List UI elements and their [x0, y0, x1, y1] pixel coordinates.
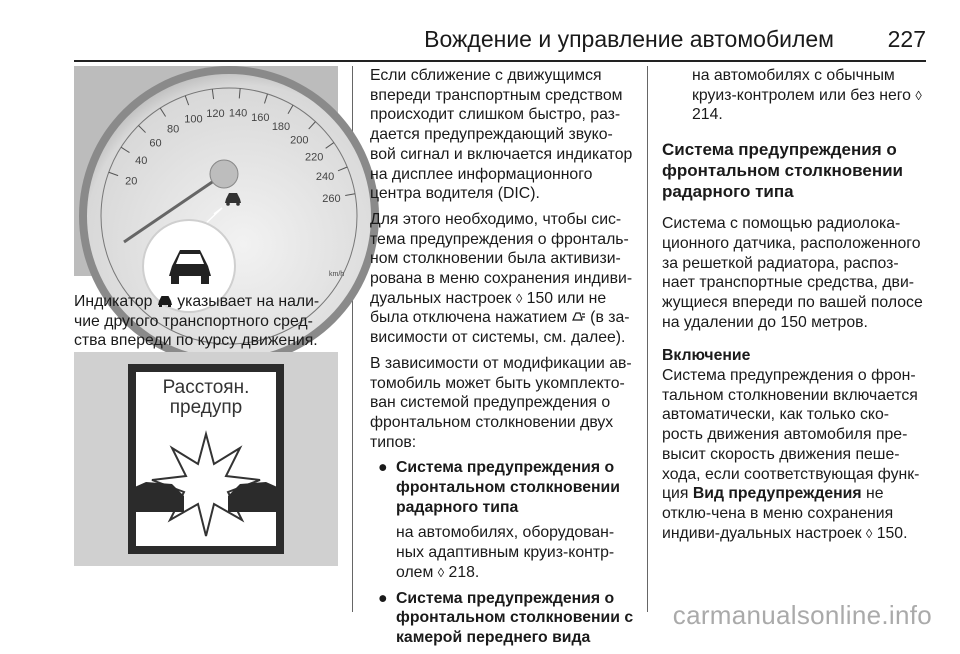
speedo-label: 240	[315, 171, 335, 184]
middle-column	[370, 66, 638, 654]
paragraph: Система предупреждения о фрон-тальном столкновении включается автоматически, как только ско-рость движения автомобиля пре-высит скорость движения пеше-хода, если соответствующая функ-ция Вид предупреждения не отклю-чена в меню сохранения индиви-дуальных настроек ◊ 150.	[662, 367, 920, 542]
speedo-label: 180	[271, 120, 291, 133]
subsection-heading: Включение	[662, 347, 751, 365]
speedometer-illustration	[74, 66, 345, 278]
list-item: ● Система предупреждения о фронтальном столкновении с камерой переднего вида	[378, 589, 634, 646]
car-indicator-icon	[157, 294, 173, 307]
page-ref-icon: ◊	[915, 87, 922, 103]
page-ref-icon: ◊	[515, 290, 523, 306]
speedo-label: 60	[149, 137, 162, 150]
paragraph: Если сближение с движущимся впереди транспортным средством происходит слишком быстро, раз-дается предупреждающий звуко-вой сигнал и включается индикатор на дисплее информационного центра водителя (DIC).	[370, 67, 633, 203]
speedo-label: 20	[125, 175, 138, 188]
page-header	[74, 26, 926, 60]
paragraph: В зависимости от модификации ав-томобиль может быть укомплекто-ван системой предупреждения о фронтальном столкновении двух типов:	[370, 354, 632, 451]
speedo-label: 140	[228, 107, 248, 120]
watermark: carmanualsonline.info	[672, 600, 932, 630]
left-caption: Индикатор указывает на нали- чие другого транспортного сред- ства впереди по курсу движения.	[74, 293, 320, 350]
dic-display-figure	[74, 352, 338, 566]
fcw-button-icon	[572, 310, 586, 323]
page-number: 227	[887, 26, 926, 52]
paragraph: Для этого необходимо, чтобы сис-тема предупреждения о фронталь-ном столкновении была активизи-рована в меню сохранения индиви-дуальных настроек ◊ 150 или не была отключена нажатием (в за-висимости от системы, см. далее).	[370, 210, 633, 347]
speedo-unit: km/h	[329, 271, 345, 278]
list-item: ● Система предупреждения о фронтальном столкновении радарного типа на автомобилях, оборудован-ных адаптивным круиз-контр-олем ◊ 218.	[378, 459, 620, 581]
dic-display-screen	[136, 372, 276, 546]
page-ref-icon: ◊	[865, 525, 873, 541]
speedo-label: 100	[184, 113, 203, 126]
right-column	[662, 66, 924, 549]
paragraph: на автомобилях с обычным круиз-контролем или без него ◊ 214.	[692, 67, 922, 124]
speedo-label: 220	[305, 151, 324, 164]
speedo-label: 80	[166, 123, 180, 136]
speedo-label: 160	[251, 111, 270, 124]
column-divider-2	[647, 66, 648, 612]
paragraph: Система с помощью радиолока-ционного датчика, расположенного за решеткой радиатора, распоз-нает транспортные средства, дви-жущиеся впереди по вашей полосе на удалении до 150 метров.	[662, 215, 923, 331]
speedo-label: 40	[135, 155, 148, 168]
section-heading: Система предупреждения о фронтальном столкновении радарного типа	[662, 140, 903, 202]
speedometer-figure	[74, 66, 345, 278]
collision-warning-graphic	[136, 372, 276, 546]
dic-display-text: Расстоян. предупр	[162, 377, 250, 418]
bullet-icon: ●	[378, 589, 388, 607]
speedo-label: 200	[290, 134, 309, 147]
speedo-label: 260	[322, 192, 341, 205]
speedo-label: 120	[206, 107, 225, 120]
chapter-title: Вождение и управление автомобилем	[424, 26, 834, 52]
page-ref-icon: ◊	[437, 564, 445, 580]
bullet-icon: ●	[378, 459, 388, 477]
header-rule	[74, 60, 926, 62]
